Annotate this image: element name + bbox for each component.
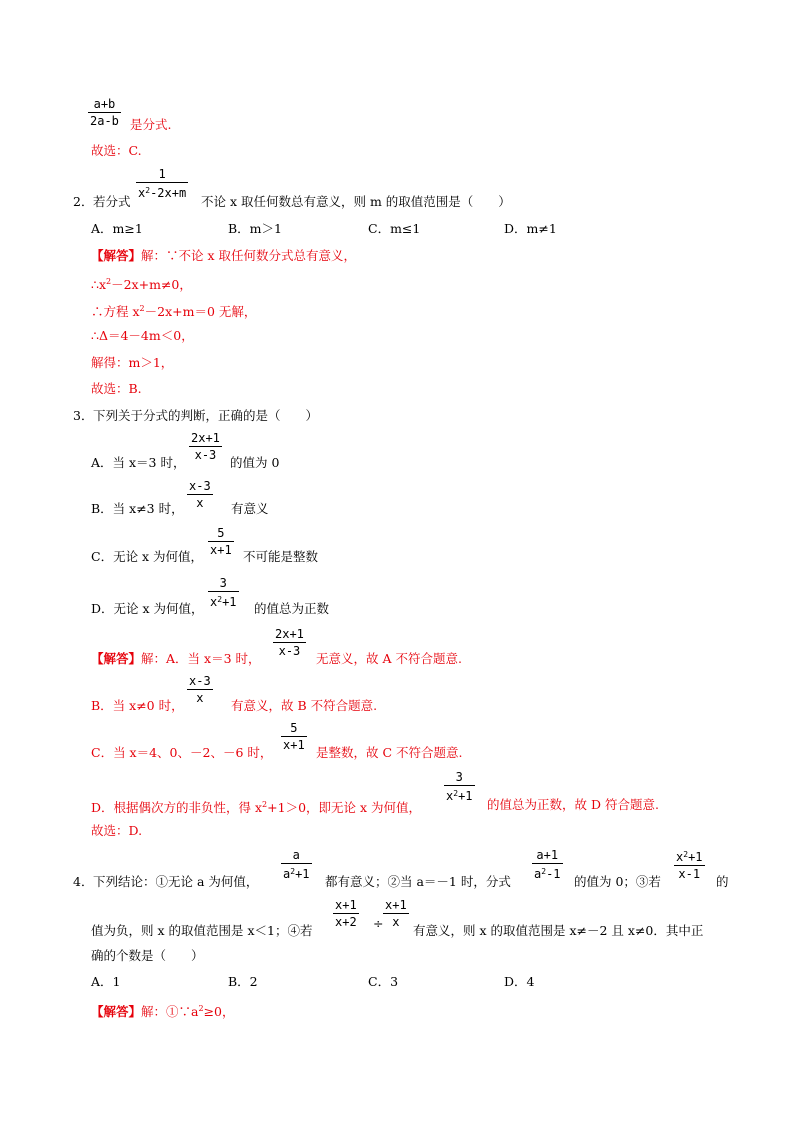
- fraction-numerator: 2x+1: [191, 431, 220, 445]
- fraction-numerator: 5: [290, 721, 298, 735]
- q4-option-a: A．1: [91, 974, 121, 989]
- fraction-denominator: x-3: [278, 644, 301, 658]
- fraction-denominator: x: [196, 691, 204, 705]
- fraction-numerator: x-3: [189, 674, 211, 688]
- q3-option-b-prefix: B．当 x≠3 时，: [91, 501, 184, 516]
- fraction-bar: [208, 591, 239, 592]
- q4-line2-a: 值为负，则 x 的取值范围是 x＜1；④若: [91, 923, 313, 938]
- q2-option-d: D．m≠1: [504, 221, 557, 236]
- q3-option-c-prefix: C．无论 x 为何值，: [91, 549, 204, 564]
- fraction-denominator: x: [392, 915, 400, 929]
- fraction-bar: [136, 182, 188, 183]
- q2-solution-line-1: 【解答】解：∵不论 x 取任何数分式总有意义，: [91, 248, 357, 263]
- q3-solution-c-prefix: C．当 x＝4、0、－2、－6 时，: [91, 745, 273, 760]
- fraction-bar: [88, 112, 121, 113]
- is-fraction-text: 是分式.: [130, 117, 172, 132]
- q2-fraction: [136, 167, 188, 200]
- q3-option-d-fraction: [208, 576, 239, 609]
- fraction-numerator: $x^2+1$: [676, 850, 703, 864]
- fraction-numerator: 3: [455, 770, 463, 784]
- fraction-denominator: x+1: [210, 543, 232, 557]
- q3-solution-end: 故选：D.: [91, 823, 143, 838]
- fraction-numerator: 1: [158, 167, 166, 181]
- q3-solution-d-suffix: 的值总为正数，故 D 符合题意.: [487, 797, 659, 812]
- q4-line1-a: 下列结论：①无论 a 为何值，: [93, 874, 259, 889]
- q3-number: 3．: [73, 408, 94, 423]
- fraction-bar: [187, 689, 213, 690]
- q2-suffix: 不论 x 取任何数总有意义，则 m 的取值范围是（ ）: [201, 194, 511, 209]
- q2-solution-line-4: ∴Δ＝4－4m＜0，: [91, 328, 194, 343]
- q2-option-a: A．m≥1: [91, 221, 143, 236]
- q3-solution-a-suffix: 无意义，故 A 不符合题意.: [316, 651, 462, 666]
- fraction-denominator: 2a-b: [90, 114, 119, 128]
- q3-option-a-prefix: A．当 x＝3 时，: [91, 455, 186, 470]
- fraction-bar: [208, 541, 234, 542]
- q2-number: 2．: [73, 194, 94, 209]
- fraction-bar: [383, 913, 409, 914]
- fraction-denominator: x: [196, 496, 204, 510]
- q4-fraction-5: [383, 898, 409, 929]
- q3-stem: 下列关于分式的判断，正确的是（ ）: [93, 408, 319, 423]
- fraction-numerator: 3: [219, 576, 227, 590]
- fraction-bar: [674, 865, 705, 866]
- fraction-bar: [187, 494, 213, 495]
- q2-solution-line-2: $\therefore x^2-2x+m\ne 0$，: [91, 277, 192, 292]
- q4-line1-b: 都有意义；②当 a＝－1 时，分式: [325, 874, 511, 889]
- q3-solution-c-fraction: [281, 721, 307, 752]
- q3-option-d-suffix: 的值总为正数: [254, 601, 330, 616]
- q4-fraction-4: [333, 898, 359, 929]
- q2-option-b: B．m＞1: [228, 221, 282, 236]
- fraction-denominator: x-3: [194, 448, 217, 462]
- fraction-bar: [532, 863, 563, 864]
- q3-solution-a-prefix: 【解答】解：A．当 x＝3 时，: [91, 651, 261, 666]
- fraction-bar: [281, 736, 307, 737]
- q2-option-c: C．m≤1: [368, 221, 421, 236]
- fraction-denominator: x+1: [283, 738, 305, 752]
- q4-line1-d: 的: [716, 874, 729, 889]
- q4-line2-b: 有意义，则 x 的取值范围是 x≠－2 且 x≠0．其中正: [413, 923, 704, 938]
- fraction-bar: [281, 863, 312, 864]
- q3-solution-b-prefix: B．当 x≠0 时，: [91, 698, 184, 713]
- q4-number: 4．: [73, 874, 94, 889]
- q2-solution-line-3: ∴方程 $x^2-2x+m=0$ 无解，: [91, 304, 257, 319]
- fraction-bar: [273, 642, 306, 643]
- q3-option-a-fraction: [189, 431, 222, 462]
- q2-prefix: 若分式: [93, 194, 131, 209]
- fraction-denominator: x-1: [678, 867, 701, 881]
- top-answer-choice: 故选：C.: [91, 143, 142, 158]
- fraction-denominator: $x^2+1$: [446, 789, 473, 803]
- q2-solution-line-6: 故选：B.: [91, 381, 142, 396]
- q4-line3: 确的个数是（ ）: [91, 948, 204, 963]
- fraction-denominator: $a^2+1$: [283, 867, 310, 881]
- fraction-numerator: a+1: [536, 848, 559, 862]
- q2-solution-line-5: 解得：m＞1，: [91, 355, 174, 370]
- fraction-numerator: 5: [217, 526, 225, 540]
- fraction-bar: [333, 913, 359, 914]
- q4-option-b: B．2: [228, 974, 258, 989]
- fraction-numerator: a+b: [93, 97, 116, 111]
- fraction-numerator: a: [292, 848, 300, 862]
- q3-option-c-fraction: [208, 526, 234, 557]
- q4-fraction-3: [674, 848, 705, 881]
- q3-option-b-suffix: 有意义: [231, 501, 269, 516]
- fraction-a-plus-b-over-2a-minus-b: [88, 97, 121, 128]
- fraction-bar: [189, 446, 222, 447]
- fraction-numerator: x+1: [385, 898, 407, 912]
- q3-solution-d-prefix: D．根据偶次方的非负性，得 $x^2+1>0$，即无论 x 为何值，: [91, 800, 422, 815]
- fraction-bar: [444, 785, 475, 786]
- q3-option-d-prefix: D．无论 x 为何值，: [91, 601, 204, 616]
- fraction-numerator: x+1: [335, 898, 357, 912]
- fraction-denominator: $x^2+1$: [210, 595, 237, 609]
- fraction-denominator: x+2: [335, 915, 357, 929]
- q3-option-a-suffix: 的值为 0: [230, 455, 280, 470]
- q3-solution-d-fraction: [444, 770, 475, 803]
- fraction-denominator: $a^2-1$: [534, 867, 561, 881]
- q3-option-b-fraction: [187, 479, 213, 510]
- q4-solution-line-1: 【解答】解：$①\because a^2\ge 0$，: [91, 1004, 235, 1019]
- q4-fraction-1: [281, 848, 312, 881]
- q4-fraction-2: [532, 848, 563, 881]
- q4-line1-c: 的值为 0；③若: [574, 874, 661, 889]
- q3-solution-c-suffix: 是整数，故 C 不符合题意.: [316, 745, 463, 760]
- q3-solution-b-suffix: 有意义，故 B 不符合题意.: [231, 698, 378, 713]
- fraction-numerator: x-3: [189, 479, 211, 493]
- q4-option-d: D．4: [504, 974, 535, 989]
- q4-division-sign: ÷: [373, 916, 384, 931]
- q3-solution-a-fraction: [273, 627, 306, 658]
- q3-option-c-suffix: 不可能是整数: [243, 549, 319, 564]
- q4-option-c: C．3: [368, 974, 399, 989]
- q3-solution-b-fraction: [187, 674, 213, 705]
- fraction-denominator: $x^2-2x+m$: [138, 186, 187, 200]
- fraction-numerator: 2x+1: [275, 627, 304, 641]
